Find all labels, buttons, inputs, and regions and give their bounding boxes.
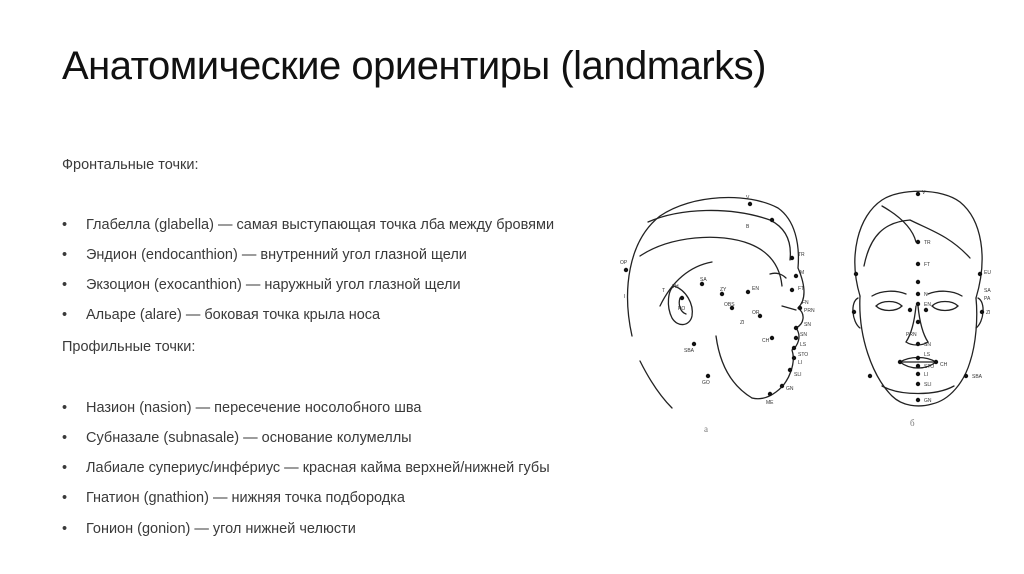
list-item-text: Назион (nasion) — пересечение носолобного шва [86, 400, 422, 416]
landmark-label: PRN [804, 308, 815, 314]
list-item-text: Гнатион (gnathion) — нижняя точка подбородка [86, 490, 405, 506]
list-item [62, 521, 356, 537]
landmark-label: LI [798, 360, 803, 366]
landmark-label: PRN [906, 332, 917, 338]
landmark-label: TR [924, 240, 931, 246]
landmark-label: SBA [684, 348, 695, 354]
list-item-text: Экзоцион (exocanthion) — наружный угол глазной щели [86, 277, 461, 293]
list-item-text: Глабелла (glabella) — самая выступающая точка лба между бровями [86, 217, 555, 233]
landmark-label: ZI [986, 310, 991, 316]
landmark-label: PO [678, 306, 686, 312]
landmark-label: LI [924, 372, 929, 378]
list-item-text: Субназале (subnasale) — основание колумеллы [86, 430, 412, 446]
landmark-label: CH [940, 362, 948, 368]
bullet: • [62, 521, 68, 537]
landmark-label: OR [752, 310, 760, 316]
list-item [62, 460, 550, 476]
landmark-label: PA [984, 296, 991, 302]
landmark-label: GN [924, 398, 932, 404]
landmark-label: I [624, 294, 626, 300]
landmark-label: SBA [972, 374, 983, 380]
list-item-text: Лабиале супериус/инфе́риус — красная кайма верхней/нижней губы [86, 460, 550, 476]
landmark-label: EU [984, 270, 991, 276]
landmark-label: SN [800, 332, 807, 338]
landmark-label: ME [766, 400, 774, 406]
bullet: • [62, 277, 68, 293]
landmark-label: GN [786, 386, 794, 392]
landmark-label: ZI [740, 320, 745, 326]
slide-title: Анатомические ориентиры (landmarks) [62, 44, 766, 88]
section-heading-profile: Профильные точки: [62, 339, 196, 355]
landmark-label: STO [798, 352, 809, 358]
landmark-label: LS [800, 342, 807, 348]
landmark-label: FT [924, 262, 931, 268]
landmark-label: V [922, 190, 926, 196]
landmark-label: M [800, 270, 805, 276]
profile-head-drawing [628, 198, 805, 408]
figure-caption-b: б [910, 418, 915, 428]
landmark-label: TH [672, 284, 679, 290]
list-item [62, 217, 554, 233]
bullet: • [62, 217, 68, 233]
landmark-label: SN [804, 322, 811, 328]
landmark-label: STO [924, 364, 935, 370]
figure-caption-a: а [704, 424, 708, 434]
landmark-label: ZY [720, 287, 727, 293]
list-item-text: Эндион (endocanthion) — внутренний угол глазной щели [86, 247, 467, 263]
landmark-label: V [746, 195, 750, 201]
landmark-label: GO [702, 380, 710, 386]
landmark-label: FN [802, 300, 809, 306]
bullet: • [62, 307, 68, 323]
landmark-label: FT [798, 286, 805, 292]
landmark-label: OP [620, 260, 628, 266]
list-item [62, 247, 467, 263]
bullet: • [62, 247, 68, 263]
frontal-landmark-labels [906, 190, 991, 404]
landmark-label: TR [798, 252, 805, 258]
bullet: • [62, 430, 68, 446]
landmark-label: CH [762, 338, 770, 344]
bullet: • [62, 400, 68, 416]
list-item [62, 400, 421, 416]
landmark-label: LS [924, 352, 931, 358]
landmark-label: SLI [924, 382, 932, 388]
landmark-label: OBS [724, 302, 735, 308]
landmark-label: SA [700, 277, 707, 283]
list-item-text: Альаре (alare) — боковая точка крыла носа [86, 307, 381, 323]
anthropometric-head-figure [620, 186, 1000, 436]
list-item [62, 277, 461, 293]
landmark-label: EN [924, 302, 931, 308]
bullet: • [62, 460, 68, 476]
section-heading-frontal: Фронтальные точки: [62, 157, 199, 173]
list-item [62, 307, 380, 323]
list-item [62, 490, 405, 506]
landmark-label: SLI [794, 372, 802, 378]
bullet: • [62, 490, 68, 506]
list-item-text: Гонион (gonion) — угол нижней челюсти [86, 521, 356, 537]
landmark-label: T [662, 288, 666, 294]
landmark-label: B [746, 224, 750, 230]
landmark-label: SN [924, 342, 931, 348]
list-item [62, 430, 412, 446]
landmark-label: EN [752, 286, 759, 292]
landmark-label: SA [984, 288, 991, 294]
landmark-label: N [924, 292, 928, 298]
